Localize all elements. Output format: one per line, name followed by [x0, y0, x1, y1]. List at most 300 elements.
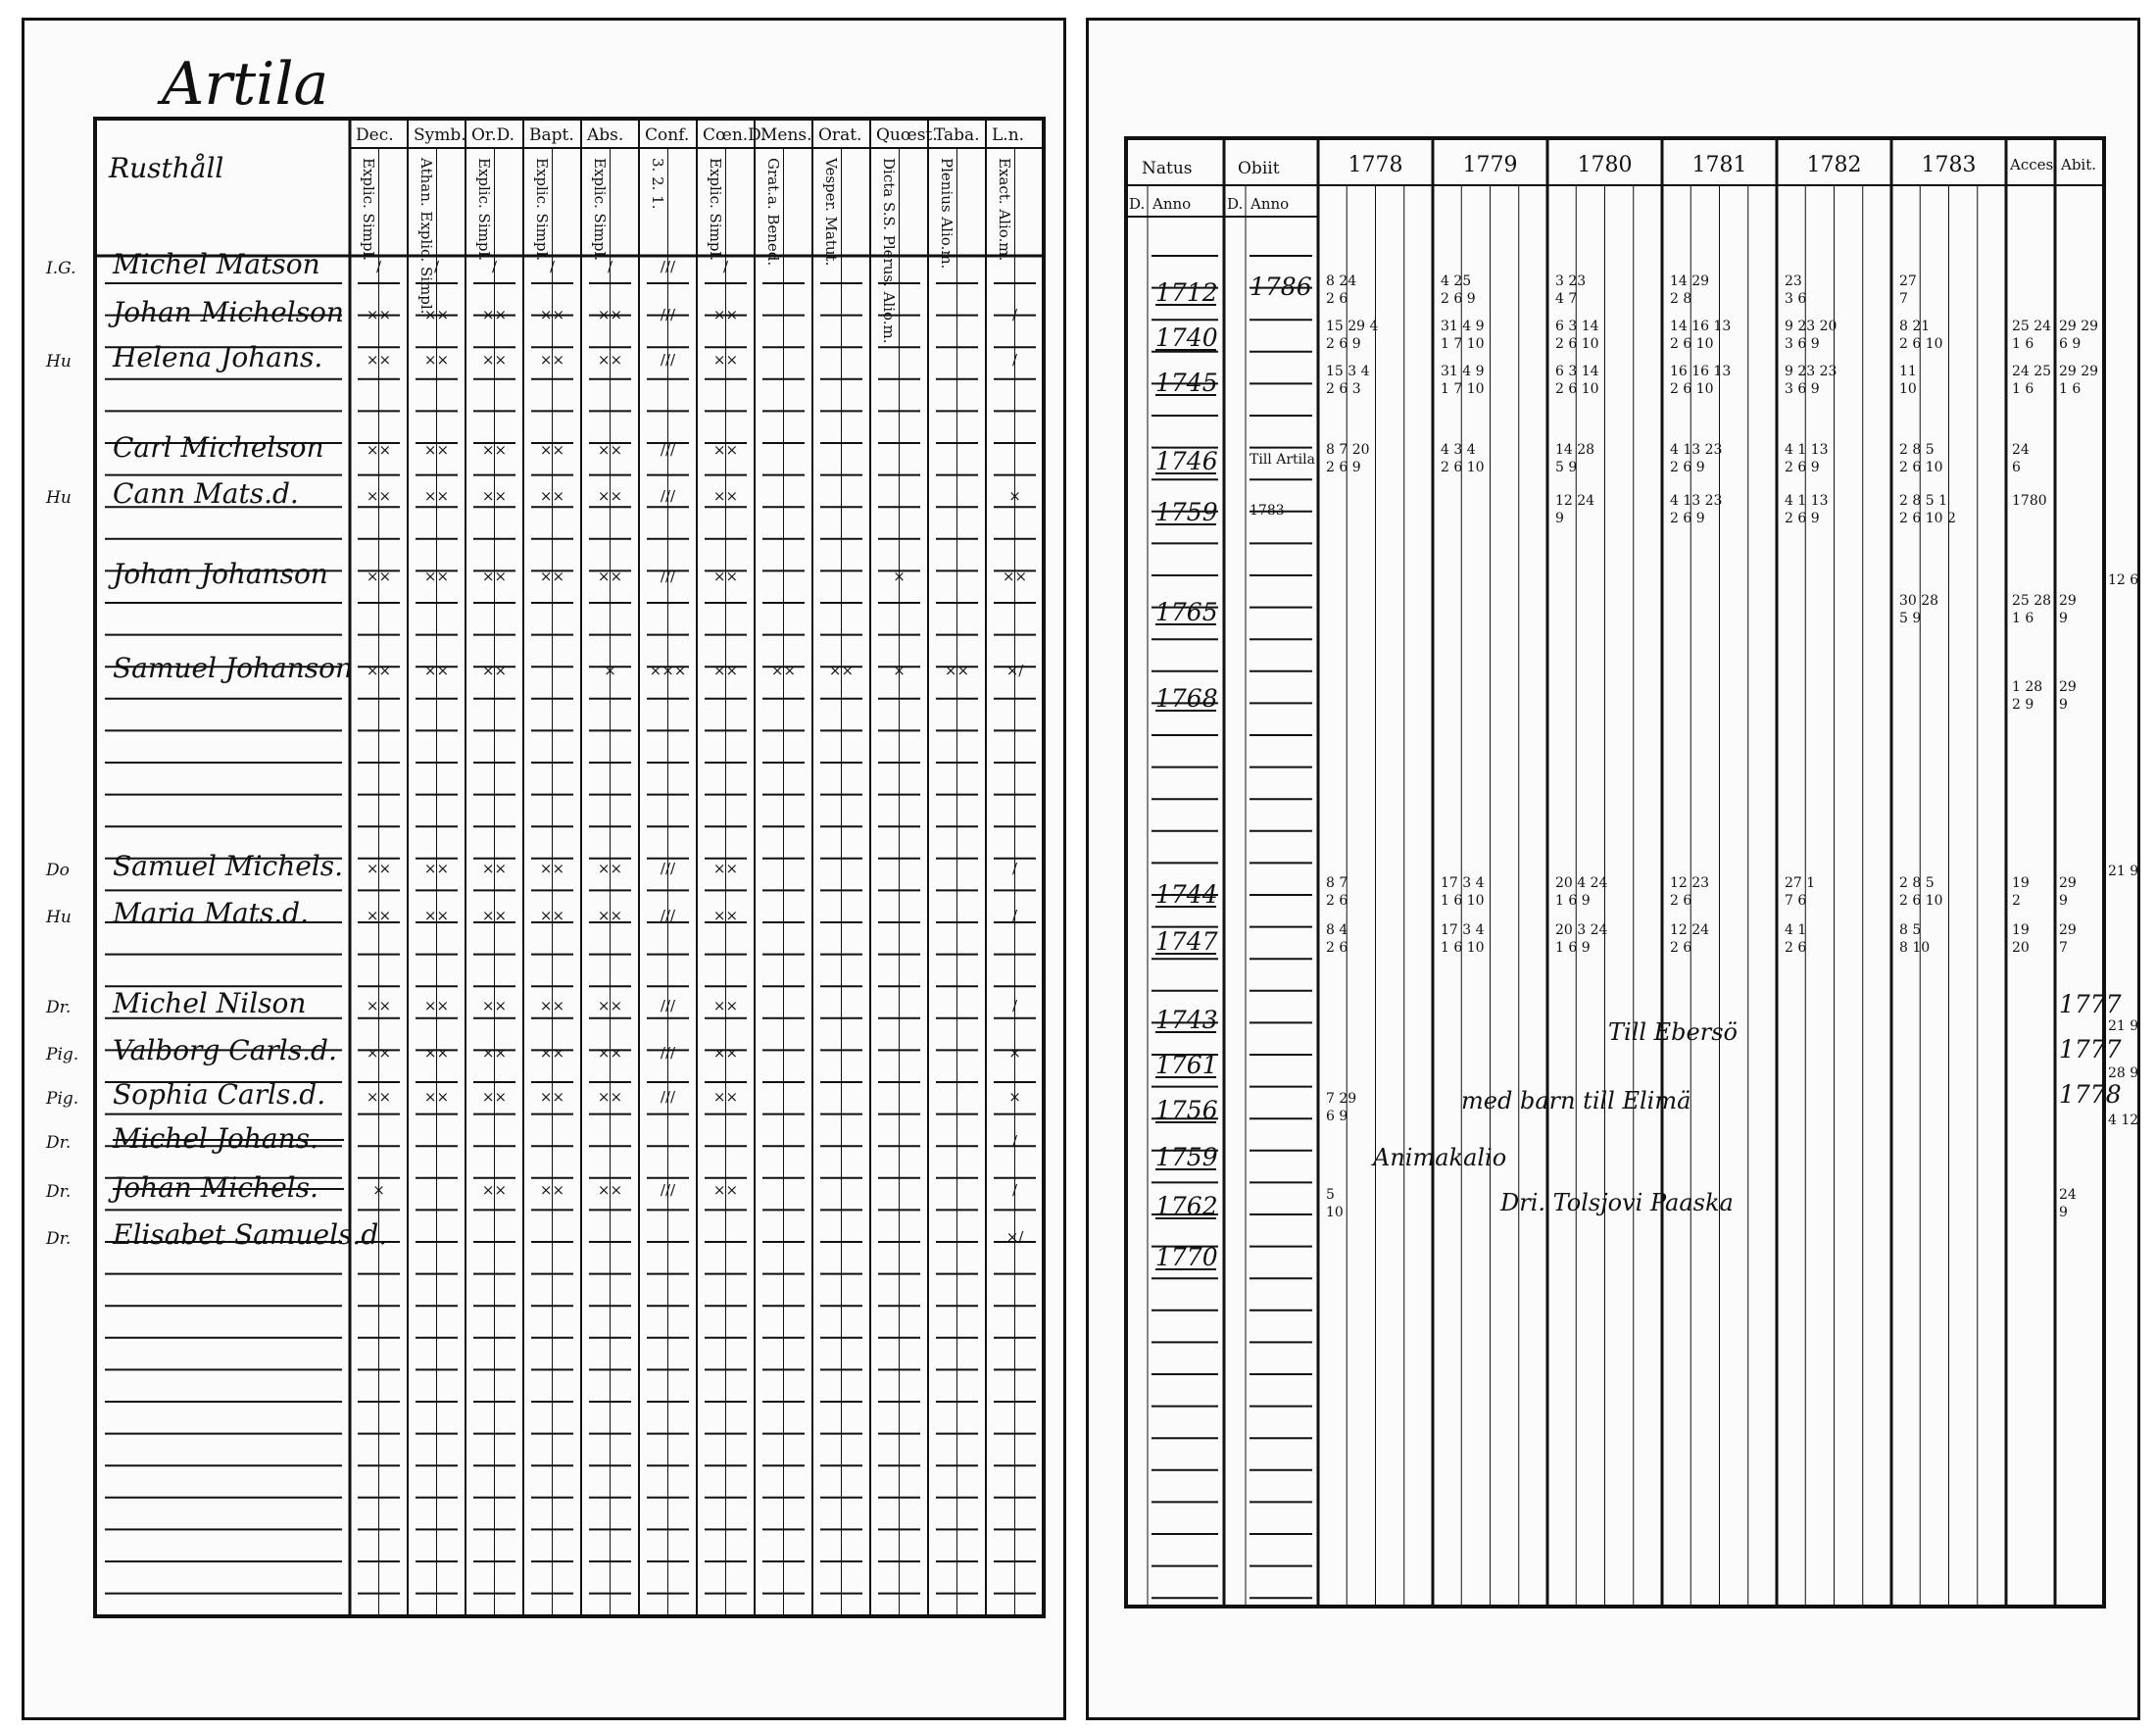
- death-entry: 1786: [1250, 272, 1312, 301]
- column-subheader-5: 3. 2. 1.: [649, 158, 666, 210]
- exam-date-day: 7 29: [1326, 1091, 1357, 1107]
- abiit-entry-month: 7: [2059, 940, 2068, 956]
- death-entry: Till Artila: [1250, 452, 1315, 468]
- catechism-mark: ××: [481, 1044, 508, 1062]
- catechism-mark: ××: [597, 487, 623, 505]
- accessit-entry: 1780: [2012, 493, 2047, 509]
- catechism-mark: ××: [539, 306, 565, 323]
- birth-year: 1740: [1155, 323, 1218, 352]
- catechism-mark: ××: [423, 1088, 450, 1106]
- catechism-mark: ///: [660, 997, 676, 1014]
- catechism-mark: ××: [423, 487, 450, 505]
- catechism-mark: ××: [423, 907, 450, 924]
- catechism-mark: ××: [481, 487, 508, 505]
- catechism-mark: /: [491, 258, 498, 275]
- margin-note: 4 12: [2108, 1113, 2139, 1128]
- catechism-mark: ///: [660, 351, 676, 369]
- abiit-entry: 29 29: [2059, 319, 2099, 334]
- exam-date-day: 27: [1899, 273, 1917, 289]
- catechism-mark: ××: [366, 568, 392, 585]
- exam-date-month: 5 9: [1555, 460, 1578, 475]
- birth-year: 1712: [1155, 278, 1218, 307]
- catechism-mark: ××: [423, 1044, 450, 1062]
- exam-date-day: 4 13 23: [1670, 442, 1723, 458]
- exam-date-month: 10: [1326, 1205, 1344, 1220]
- catechism-mark: ××: [366, 441, 392, 459]
- exam-date-day: 15 3 4: [1326, 364, 1370, 379]
- abiit-header: Abit.: [2061, 156, 2097, 173]
- column-subheader-7: Grat.a. Bened.: [764, 158, 782, 267]
- person-name: Valborg Carls.d.: [113, 1034, 337, 1066]
- catechism-mark: ///: [660, 487, 676, 505]
- birth-year: 1745: [1155, 369, 1218, 397]
- person-name: Michel Nilson: [113, 987, 307, 1019]
- abiit-entry-month: 9: [2059, 697, 2068, 713]
- catechism-mark: ××: [481, 860, 508, 877]
- exam-date-day: 14 28: [1555, 442, 1595, 458]
- right-page-table: [1089, 21, 2137, 1723]
- catechism-mark: ××: [539, 568, 565, 585]
- column-header-11: L.n.: [992, 125, 1025, 145]
- year-header-1780: 1780: [1577, 153, 1633, 177]
- annotation-note: med barn till Elimä: [1461, 1087, 1691, 1114]
- catechism-mark: ×: [604, 662, 616, 679]
- exam-date-month: 6 9: [1326, 1109, 1348, 1124]
- column-header-6: Cœn.D.: [703, 125, 766, 145]
- catechism-mark: /: [1011, 351, 1018, 369]
- person-name: Michel Johans.: [113, 1122, 318, 1155]
- catechism-mark: ××: [423, 306, 450, 323]
- exam-date-day: 9 23 23: [1785, 364, 1838, 379]
- catechism-mark: ××: [712, 1181, 739, 1199]
- exam-date-month: 2 6 9: [1326, 460, 1361, 475]
- natus-day-header: D.: [1129, 195, 1146, 213]
- person-name: Maria Mats.d.: [113, 897, 310, 929]
- catechism-mark: ××: [481, 997, 508, 1014]
- exam-date-day: 2 8 5: [1899, 442, 1935, 458]
- accessit-header: Acces.: [2010, 156, 2058, 173]
- catechism-mark: ××: [597, 568, 623, 585]
- exam-date-day: 8 24: [1326, 273, 1357, 289]
- catechism-mark: ××: [539, 1088, 565, 1106]
- person-name: Johan Johanson: [113, 558, 328, 590]
- birth-year: 1743: [1155, 1006, 1218, 1034]
- catechism-mark: ///: [660, 1044, 676, 1062]
- catechism-mark: ××: [539, 351, 565, 369]
- exam-date-day: 30 28: [1899, 593, 1939, 609]
- exam-date-month: 8 10: [1899, 940, 1931, 956]
- catechism-mark: ××: [423, 568, 450, 585]
- column-subheader-6: Explic. Simpl.: [707, 158, 724, 262]
- column-header-10: Taba.: [934, 125, 980, 145]
- catechism-mark: ××: [712, 860, 739, 877]
- abiit-entry: 1777: [2059, 1035, 2122, 1064]
- exam-date-day: 12 23: [1670, 875, 1710, 891]
- annotation-note: Animakalio: [1373, 1144, 1507, 1171]
- accessit-entry: 1 28: [2012, 679, 2043, 695]
- exam-date-month: 2 8: [1670, 291, 1692, 307]
- catechism-mark: ///: [660, 907, 676, 924]
- exam-date-day: 3 23: [1555, 273, 1587, 289]
- catechism-mark: ××: [539, 441, 565, 459]
- exam-date-month: 2 6: [1326, 940, 1348, 956]
- exam-date-day: 16 16 13: [1670, 364, 1732, 379]
- catechism-mark: ×/: [1005, 1228, 1024, 1246]
- accessit-entry-month: 20: [2012, 940, 2030, 956]
- catechism-mark: ×: [893, 662, 906, 679]
- catechism-mark: /: [433, 258, 440, 275]
- catechism-mark: /: [1011, 860, 1018, 877]
- catechism-mark: ××: [1002, 568, 1028, 585]
- abiit-entry: 29: [2059, 875, 2077, 891]
- birth-year: 1756: [1155, 1096, 1218, 1124]
- person-name: Michel Matson: [113, 248, 320, 280]
- column-header-4: Abs.: [587, 125, 624, 145]
- abiit-entry-month: 6 9: [2059, 336, 2082, 352]
- accessit-entry: 24: [2012, 442, 2030, 458]
- column-subheader-9: Dicta S.S. Plerus. Alio.m.: [880, 158, 898, 344]
- column-subheader-2: Explic. Simpl.: [475, 158, 493, 262]
- exam-date-day: 4 25: [1441, 273, 1472, 289]
- exam-date-day: 4 13 23: [1670, 493, 1723, 509]
- annotation-note: Till Ebersö: [1608, 1018, 1738, 1046]
- column-header-0: Dec.: [356, 125, 394, 145]
- person-name: Samuel Johanson: [113, 652, 353, 684]
- margin-note: 21 9: [2108, 864, 2139, 879]
- exam-date-day: 6 3 14: [1555, 319, 1599, 334]
- catechism-mark: ××: [597, 441, 623, 459]
- year-header-1782: 1782: [1806, 153, 1862, 177]
- exam-date-month: 3 6 9: [1785, 381, 1820, 397]
- exam-date-month: 2 6 9: [1441, 291, 1476, 307]
- catechism-mark: ××: [481, 907, 508, 924]
- exam-date-month: 2 6: [1670, 940, 1692, 956]
- exam-date-month: 2 6: [1670, 893, 1692, 909]
- catechism-mark: ××: [539, 487, 565, 505]
- catechism-mark: ××: [712, 441, 739, 459]
- catechism-mark: ××: [423, 662, 450, 679]
- obiit-header: Obiit: [1238, 159, 1280, 178]
- exam-date-month: 1 7 10: [1441, 381, 1485, 397]
- accessit-entry: 19: [2012, 922, 2030, 938]
- year-header-1781: 1781: [1691, 153, 1747, 177]
- exam-date-month: 7 6: [1785, 893, 1807, 909]
- accessit-entry: 19: [2012, 875, 2030, 891]
- catechism-mark: ××: [770, 662, 797, 679]
- row-prefix: Dr.: [46, 1133, 72, 1153]
- catechism-mark: ××: [366, 487, 392, 505]
- exam-date-month: 2 6 9: [1326, 336, 1361, 352]
- column-header-9: Quœst.: [876, 125, 938, 145]
- catechism-mark: /: [549, 258, 556, 275]
- catechism-mark: ××: [481, 1181, 508, 1199]
- column-subheader-8: Vesper. Matut.: [822, 158, 840, 267]
- catechism-mark: ××: [481, 441, 508, 459]
- abiit-entry-month: 9: [2059, 893, 2068, 909]
- obiit-day-header: D.: [1227, 195, 1244, 213]
- row-prefix: Do: [46, 861, 70, 880]
- exam-date-month: 3 6 9: [1785, 336, 1820, 352]
- year-header-1783: 1783: [1921, 153, 1977, 177]
- row-prefix: Hu: [46, 488, 72, 508]
- row-prefix: Pig.: [46, 1045, 79, 1064]
- catechism-mark: /: [1011, 306, 1018, 323]
- catechism-mark: ///: [660, 568, 676, 585]
- catechism-mark: ××: [366, 662, 392, 679]
- birth-year: 1759: [1155, 1143, 1218, 1171]
- column-subheader-3: Explic. Simpl.: [533, 158, 551, 262]
- catechism-mark: ×: [1008, 487, 1021, 505]
- exam-date-month: 2 6 10: [1899, 893, 1943, 909]
- exam-date-month: 3 6: [1785, 291, 1807, 307]
- catechism-mark: ××: [712, 662, 739, 679]
- catechism-mark: ///: [660, 441, 676, 459]
- exam-date-day: 4 1 13: [1785, 493, 1829, 509]
- abiit-entry-month: 9: [2059, 1205, 2068, 1220]
- accessit-entry-month: 1 6: [2012, 611, 2034, 626]
- birth-year: 1762: [1155, 1192, 1218, 1220]
- right-table-frame: [1126, 138, 2104, 1607]
- abiit-entry-month: 9: [2059, 611, 2068, 626]
- left-page: [22, 18, 1066, 1720]
- exam-date-day: 14 29: [1670, 273, 1710, 289]
- accessit-entry-month: 1 6: [2012, 336, 2034, 352]
- catechism-mark: /: [722, 258, 729, 275]
- abiit-entry: 29 29: [2059, 364, 2099, 379]
- catechism-mark: ××: [366, 997, 392, 1014]
- catechism-mark: ××: [539, 860, 565, 877]
- exam-date-day: 15 29 4: [1326, 319, 1379, 334]
- exam-date-month: 2 6 9: [1670, 511, 1705, 526]
- exam-date-day: 6 3 14: [1555, 364, 1599, 379]
- catechism-mark: ××: [423, 997, 450, 1014]
- birth-year: 1761: [1155, 1051, 1218, 1079]
- row-prefix: Dr.: [46, 998, 72, 1017]
- exam-date-day: 9 23 20: [1785, 319, 1838, 334]
- exam-date-month: 2 6: [1785, 940, 1807, 956]
- exam-date-day: 2 8 5: [1899, 875, 1935, 891]
- exam-date-day: 23: [1785, 273, 1802, 289]
- catechism-mark: ×: [1008, 1088, 1021, 1106]
- catechism-mark: ××: [481, 662, 508, 679]
- catechism-mark: /: [375, 258, 382, 275]
- exam-date-month: 2 6 10: [1555, 336, 1599, 352]
- catechism-mark: ××: [481, 568, 508, 585]
- birth-year: 1770: [1155, 1243, 1218, 1271]
- catechism-mark: ××: [366, 306, 392, 323]
- catechism-mark: ××: [539, 1044, 565, 1062]
- catechism-mark: ××: [481, 1088, 508, 1106]
- exam-date-day: 27 1: [1785, 875, 1816, 891]
- catechism-mark: /: [1011, 907, 1018, 924]
- exam-date-day: 20 4 24: [1555, 875, 1608, 891]
- exam-date-month: 5 9: [1899, 611, 1922, 626]
- exam-date-month: 2 6 10 2: [1899, 511, 1956, 526]
- exam-date-month: 1 7 10: [1441, 336, 1485, 352]
- column-subheader-1: Athan. Explic. Simpl.: [417, 158, 435, 315]
- catechism-mark: ××: [828, 662, 855, 679]
- exam-date-day: 8 4: [1326, 922, 1348, 938]
- margin-note: 21 9: [2108, 1018, 2139, 1034]
- birth-year: 1747: [1155, 927, 1218, 956]
- catechism-mark: ××: [539, 1181, 565, 1199]
- catechism-mark: ××: [366, 351, 392, 369]
- catechism-mark: ××: [366, 1044, 392, 1062]
- catechism-mark: ××: [712, 997, 739, 1014]
- exam-date-month: 2 6 10: [1555, 381, 1599, 397]
- natus-anno-header: Anno: [1152, 195, 1192, 213]
- margin-note: 12 6: [2108, 572, 2139, 588]
- row-prefix: Dr.: [46, 1182, 72, 1202]
- catechism-mark: ××: [423, 351, 450, 369]
- year-header-1779: 1779: [1462, 153, 1518, 177]
- column-header-8: Orat.: [818, 125, 862, 145]
- catechism-mark: ///: [660, 860, 676, 877]
- exam-date-month: 7: [1899, 291, 1908, 307]
- person-name: Elisabet Samuels.d.: [113, 1218, 388, 1251]
- catechism-mark: ×: [1008, 1044, 1021, 1062]
- accessit-entry: 25 28: [2012, 593, 2052, 609]
- column-subheader-11: Exact. Alio.m.: [996, 158, 1013, 262]
- catechism-mark: /: [1011, 1132, 1018, 1150]
- catechism-mark: ×××: [649, 662, 687, 679]
- exam-date-month: 10: [1899, 381, 1917, 397]
- exam-date-day: 20 3 24: [1555, 922, 1608, 938]
- natus-header: Natus: [1142, 159, 1193, 178]
- accessit-entry-month: 1 6: [2012, 381, 2034, 397]
- exam-date-month: 9: [1555, 511, 1564, 526]
- column-header-2: Or.D.: [471, 125, 515, 145]
- person-name: Carl Michelson: [113, 431, 324, 464]
- catechism-mark: ×/: [1005, 662, 1024, 679]
- exam-date-month: 2 6 10: [1899, 460, 1943, 475]
- exam-date-day: 17 3 4: [1441, 875, 1485, 891]
- exam-date-day: 14 16 13: [1670, 319, 1732, 334]
- catechism-mark: ///: [660, 258, 676, 275]
- exam-date-day: 2 8 5 1: [1899, 493, 1947, 509]
- exam-date-day: 31 4 9: [1441, 319, 1485, 334]
- catechism-mark: ××: [712, 487, 739, 505]
- exam-date-day: 4 3 4: [1441, 442, 1476, 458]
- exam-date-month: 1 6 9: [1555, 940, 1591, 956]
- exam-date-month: 2 6 10: [1899, 336, 1943, 352]
- exam-date-month: 1 6 10: [1441, 940, 1485, 956]
- exam-date-month: 2 6 10: [1670, 336, 1714, 352]
- row-prefix: I.G.: [46, 259, 76, 278]
- exam-date-month: 2 6: [1326, 291, 1348, 307]
- accessit-entry-month: 6: [2012, 460, 2021, 475]
- column-header-5: Conf.: [645, 125, 690, 145]
- catechism-mark: ××: [712, 1088, 739, 1106]
- person-name: Helena Johans.: [113, 341, 323, 373]
- abiit-entry: 29: [2059, 679, 2077, 695]
- right-page: [1086, 18, 2140, 1720]
- exam-date-day: 5: [1326, 1187, 1335, 1203]
- abiit-entry: 1778: [2059, 1080, 2122, 1109]
- accessit-entry-month: 2: [2012, 893, 2021, 909]
- catechism-mark: ××: [597, 1181, 623, 1199]
- birth-year: 1744: [1155, 880, 1218, 909]
- catechism-mark: ///: [660, 306, 676, 323]
- catechism-mark: /: [607, 258, 613, 275]
- catechism-mark: ××: [366, 907, 392, 924]
- column-subheader-4: Explic. Simpl.: [591, 158, 609, 262]
- accessit-entry: 24 25: [2012, 364, 2052, 379]
- accessit-entry: 25 24: [2012, 319, 2052, 334]
- column-subheader-0: Explic. Simpl.: [360, 158, 377, 262]
- catechism-mark: ××: [481, 351, 508, 369]
- exam-date-day: 8 5: [1899, 922, 1922, 938]
- catechism-mark: ××: [597, 997, 623, 1014]
- column-header-1: Symb.: [414, 125, 466, 145]
- column-subheader-10: Plenius Alio.m.: [938, 158, 956, 270]
- exam-date-month: 2 6 10: [1670, 381, 1714, 397]
- exam-date-month: 4 7: [1555, 291, 1578, 307]
- birth-year: 1759: [1155, 498, 1218, 526]
- column-header-7: Mens.: [760, 125, 812, 145]
- catechism-mark: ××: [597, 860, 623, 877]
- person-name: Johan Michelson: [113, 296, 344, 328]
- person-name: Johan Michels.: [113, 1171, 318, 1204]
- catechism-mark: ×: [893, 568, 906, 585]
- abiit-entry: 24: [2059, 1187, 2077, 1203]
- left-page-table: [24, 21, 1063, 1723]
- catechism-mark: ××: [597, 351, 623, 369]
- exam-date-day: 11: [1899, 364, 1917, 379]
- exam-date-day: 17 3 4: [1441, 922, 1485, 938]
- catechism-mark: ××: [712, 568, 739, 585]
- catechism-mark: ××: [597, 1044, 623, 1062]
- birth-year: 1746: [1155, 447, 1218, 475]
- exam-date-month: 2 6 9: [1670, 460, 1705, 475]
- catechism-mark: ××: [597, 1088, 623, 1106]
- farm-name: Artila: [162, 50, 329, 119]
- person-name: Sophia Carls.d.: [113, 1078, 326, 1111]
- exam-date-month: 1 6 10: [1441, 893, 1485, 909]
- obiit-anno-header: Anno: [1250, 195, 1290, 213]
- catechism-mark: ××: [481, 306, 508, 323]
- catechism-mark: ××: [712, 1044, 739, 1062]
- annotation-note: Dri. Tolsjovi Paaska: [1500, 1189, 1734, 1216]
- exam-date-month: 2 6 9: [1785, 460, 1820, 475]
- row-prefix: Hu: [46, 908, 72, 927]
- exam-date-day: 8 7 20: [1326, 442, 1370, 458]
- exam-date-month: 1 6 9: [1555, 893, 1591, 909]
- household-header: Rusthåll: [109, 152, 224, 184]
- exam-date-day: 31 4 9: [1441, 364, 1485, 379]
- catechism-mark: ××: [597, 306, 623, 323]
- catechism-mark: ×: [372, 1181, 385, 1199]
- catechism-mark: /: [1011, 1181, 1018, 1199]
- accessit-entry-month: 2 9: [2012, 697, 2034, 713]
- person-name: Cann Mats.d.: [113, 477, 299, 510]
- exam-date-day: 4 1 13: [1785, 442, 1829, 458]
- catechism-mark: ××: [539, 997, 565, 1014]
- catechism-mark: ××: [712, 351, 739, 369]
- row-prefix: Dr.: [46, 1229, 72, 1249]
- year-header-1778: 1778: [1348, 153, 1403, 177]
- exam-date-day: 8 7: [1326, 875, 1348, 891]
- catechism-mark: ××: [597, 907, 623, 924]
- exam-date-month: 2 6: [1326, 893, 1348, 909]
- exam-date-day: 4 1: [1785, 922, 1807, 938]
- catechism-mark: ××: [423, 860, 450, 877]
- column-header-3: Bapt.: [529, 125, 574, 145]
- catechism-mark: /: [1011, 997, 1018, 1014]
- death-entry: 1783: [1250, 503, 1285, 519]
- birth-year: 1765: [1155, 598, 1218, 626]
- catechism-mark: ××: [712, 907, 739, 924]
